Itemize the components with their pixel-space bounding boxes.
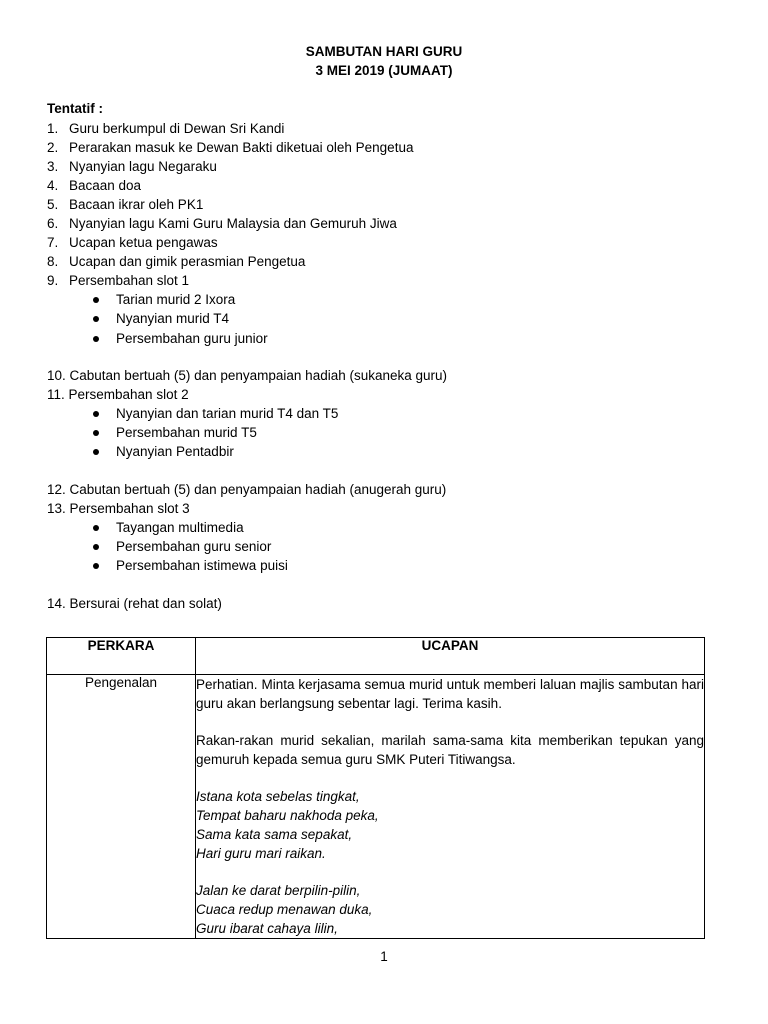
bullet-item: Persembahan guru junior: [47, 329, 727, 348]
bullet-item: Persembahan istimewa puisi: [47, 556, 727, 575]
pantun-line: Istana kota sebelas tingkat,: [196, 789, 360, 804]
column-header-ucapan: UCAPAN: [196, 638, 705, 675]
list-item: 8. Ucapan dan gimik perasmian Pengetua: [47, 254, 306, 269]
document-title: SAMBUTAN HARI GURU: [305, 44, 463, 59]
list-item: 3. Nyanyian lagu Negaraku: [47, 159, 217, 174]
list-item: 6. Nyanyian lagu Kami Guru Malaysia dan Gemuruh Jiwa: [47, 216, 397, 231]
bullet-icon: [93, 297, 99, 303]
bullet-icon: [93, 336, 99, 342]
slot3-bullets: [47, 518, 727, 576]
column-header-perkara: PERKARA: [47, 638, 196, 675]
document-date: 3 MEI 2019 (JUMAAT): [315, 63, 453, 78]
pantun-line: Sama kata sama sepakat,: [196, 827, 353, 842]
list-item: 1. Guru berkumpul di Dewan Sri Kandi: [47, 121, 285, 136]
list-item: 13. Persembahan slot 3: [47, 500, 190, 516]
page-number: 1: [380, 949, 388, 964]
pantun-stanza: [196, 881, 704, 938]
slot2-bullets: [47, 404, 727, 462]
table-row: [47, 675, 705, 939]
bullet-icon: [93, 449, 99, 455]
speech-paragraph: Rakan-rakan murid sekalian, marilah sama-sama kita memberikan tepukan yang gemuruh kepada semua guru SMK Puteri Titiwangsa.: [196, 733, 704, 767]
pantun-line: Tempat baharu nakhoda peka,: [196, 808, 379, 823]
list-item: 14. Bersurai (rehat dan solat): [47, 595, 222, 611]
pantun-line: Cuaca redup menawan duka,: [196, 902, 373, 917]
bullet-item: Persembahan guru senior: [47, 537, 727, 556]
bullet-item: Nyanyian Pentadbir: [47, 442, 727, 461]
cell-ucapan: [196, 675, 705, 939]
list-item: 11. Persembahan slot 2: [47, 386, 189, 402]
list-item: 9. Persembahan slot 1: [47, 273, 190, 288]
list-item: 4. Bacaan doa: [47, 178, 142, 193]
pantun-stanza: [196, 787, 704, 863]
bullet-icon: [93, 563, 99, 569]
bullet-icon: [93, 430, 99, 436]
pantun-line: Jalan ke darat berpilin-pilin,: [196, 883, 361, 898]
list-item: 7. Ucapan ketua pengawas: [47, 235, 218, 250]
list-item: 12. Cabutan bertuah (5) dan penyampaian hadiah (anugerah guru): [47, 481, 447, 497]
table-header-row: [47, 638, 705, 675]
pantun-line: Guru ibarat cahaya lilin,: [196, 921, 338, 936]
list-item: 2. Perarakan masuk ke Dewan Bakti diketuai oleh Pengetua: [47, 140, 414, 155]
tentatif-list: [47, 119, 727, 613]
bullet-icon: [93, 316, 99, 322]
bullet-icon: [93, 544, 99, 550]
tentatif-label: Tentatif :: [47, 101, 103, 116]
cell-perkara: Pengenalan: [47, 675, 196, 939]
bullet-item: Tayangan multimedia: [47, 518, 727, 537]
bullet-icon: [93, 411, 99, 417]
bullet-item: Nyanyian dan tarian murid T4 dan T5: [47, 404, 727, 423]
speech-paragraph: Perhatian. Minta kerjasama semua murid untuk memberi laluan majlis sambutan hari guru akan berlangsung sebentar lagi. Terima kasih.: [196, 677, 704, 711]
bullet-item: Tarian murid 2 Ixora: [47, 290, 727, 309]
bullet-icon: [93, 525, 99, 531]
ucapan-table: [46, 637, 705, 939]
list-item: 10. Cabutan bertuah (5) dan penyampaian hadiah (sukaneka guru): [47, 367, 448, 383]
bullet-item: Persembahan murid T5: [47, 423, 727, 442]
bullet-item: Nyanyian murid T4: [47, 309, 727, 328]
pantun-line: Hari guru mari raikan.: [196, 846, 326, 861]
list-item: 5. Bacaan ikrar oleh PK1: [47, 197, 204, 212]
slot1-bullets: [47, 290, 727, 348]
